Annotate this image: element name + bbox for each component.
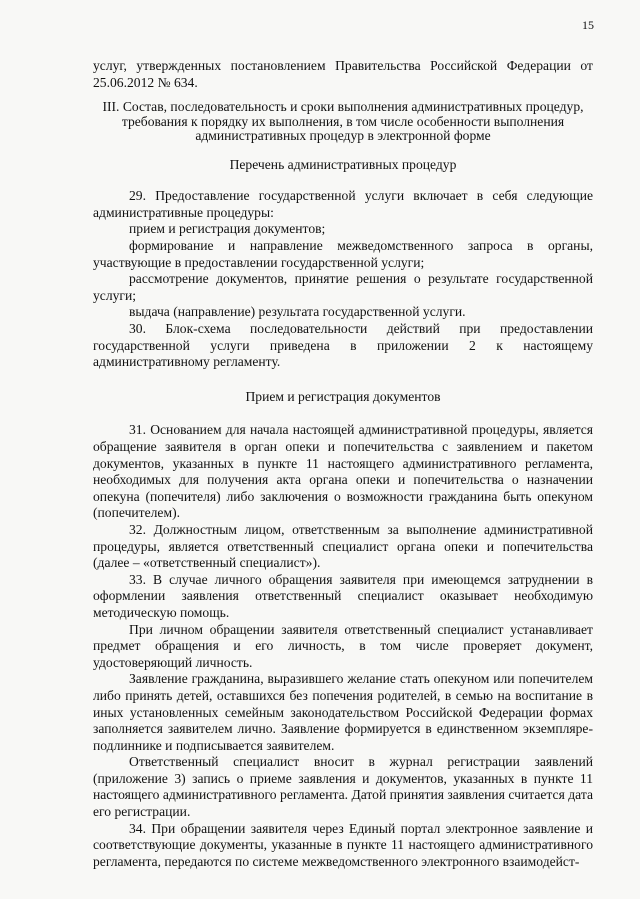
paragraph-31: 31. Основанием для начала настоящей административной процедуры, является обращение заявителя в орган опеки и попечительства с заявлением и пакетом документов, указанных в пункте 11 настоящего административного регламента, необходимых для получения акта органа опеки и попечительства о назначении опекуна (попечителя) либо заключения о возможности гражданина быть опекуном (попечителем). (93, 422, 593, 521)
section-title-line-3: административных процедур в электронной форме (195, 128, 491, 144)
paragraph-33b: При личном обращении заявителя ответственный специалист устанавливает предмет обращения и его личность, в том числе проверяет документ, удостоверяющий личность. (93, 621, 593, 670)
paragraph-34: 34. При обращении заявителя через Единый портал электронное заявление и соответствующие документы, указанные в пункте 11 настоящего административного регламента, передаются по системе межведомственного электронного взаимодейст- (93, 820, 593, 869)
paragraph-33d: Ответственный специалист вносит в журнал регистрации заявлений (приложение 3) запись о приеме заявления и документов, указанных в пункте 11 настоящего административного регламента. Датой принятия заявления считается дата его регистрации. (93, 754, 593, 820)
subheading-procedures-list: Перечень административных процедур (229, 156, 457, 172)
intro-paragraph: услуг, утвержденных постановлением Правительства Российской Федерации от 25.06.2012 № 634. (93, 58, 593, 90)
paragraph-33c: Заявление гражданина, выразившего желание стать опекуном или попечителем либо принять детей, оставшихся без попечения родителей, в семью на воспитание в иных установленных семейным законодательством Российской Федерации формах заполняется заявителем лично. Заявление формируется в единственном экземпляре-подлиннике и подписывается заявителем. (93, 671, 593, 753)
section-title (93, 100, 593, 144)
procedure-item-1: прием и регистрация документов; (129, 221, 326, 237)
document-body (93, 58, 593, 870)
procedure-item-4: выдача (направление) результата государственной услуги. (129, 304, 466, 320)
procedure-item-2: формирование и направление межведомственного запроса в органы, участвующие в предоставлении государственной услуги; (93, 238, 593, 270)
paragraph-32: 32. Должностным лицом, ответственным за выполнение административной процедуры, является ответственный специалист органа опеки и попечительства (далее – «ответственный специалист»). (93, 521, 593, 571)
paragraph-33: 33. В случае личного обращения заявителя при имеющемся затруднении в оформлении заявления ответственный специалист оказывает необходимую методическую помощь. (93, 571, 593, 620)
section-title-line-1: III. Состав, последовательность и сроки выполнения административных процедур, (102, 99, 584, 115)
paragraph-30: 30. Блок-схема последовательности действий при предоставлении государственной услуги приведена в приложении 2 к настоящему административному регламенту. (93, 321, 593, 370)
subheading-reception: Прием и регистрация документов (245, 388, 441, 404)
page-number: 15 (582, 18, 594, 32)
section-title-line-2: требования к порядку их выполнения, в том числе особенности выполнения (121, 113, 565, 129)
paragraph-29: 29. Предоставление государственной услуги включает в себя следующие административные процедуры: (93, 188, 593, 220)
procedure-item-3: рассмотрение документов, принятие решения о результате государственной услуги; (93, 271, 593, 303)
